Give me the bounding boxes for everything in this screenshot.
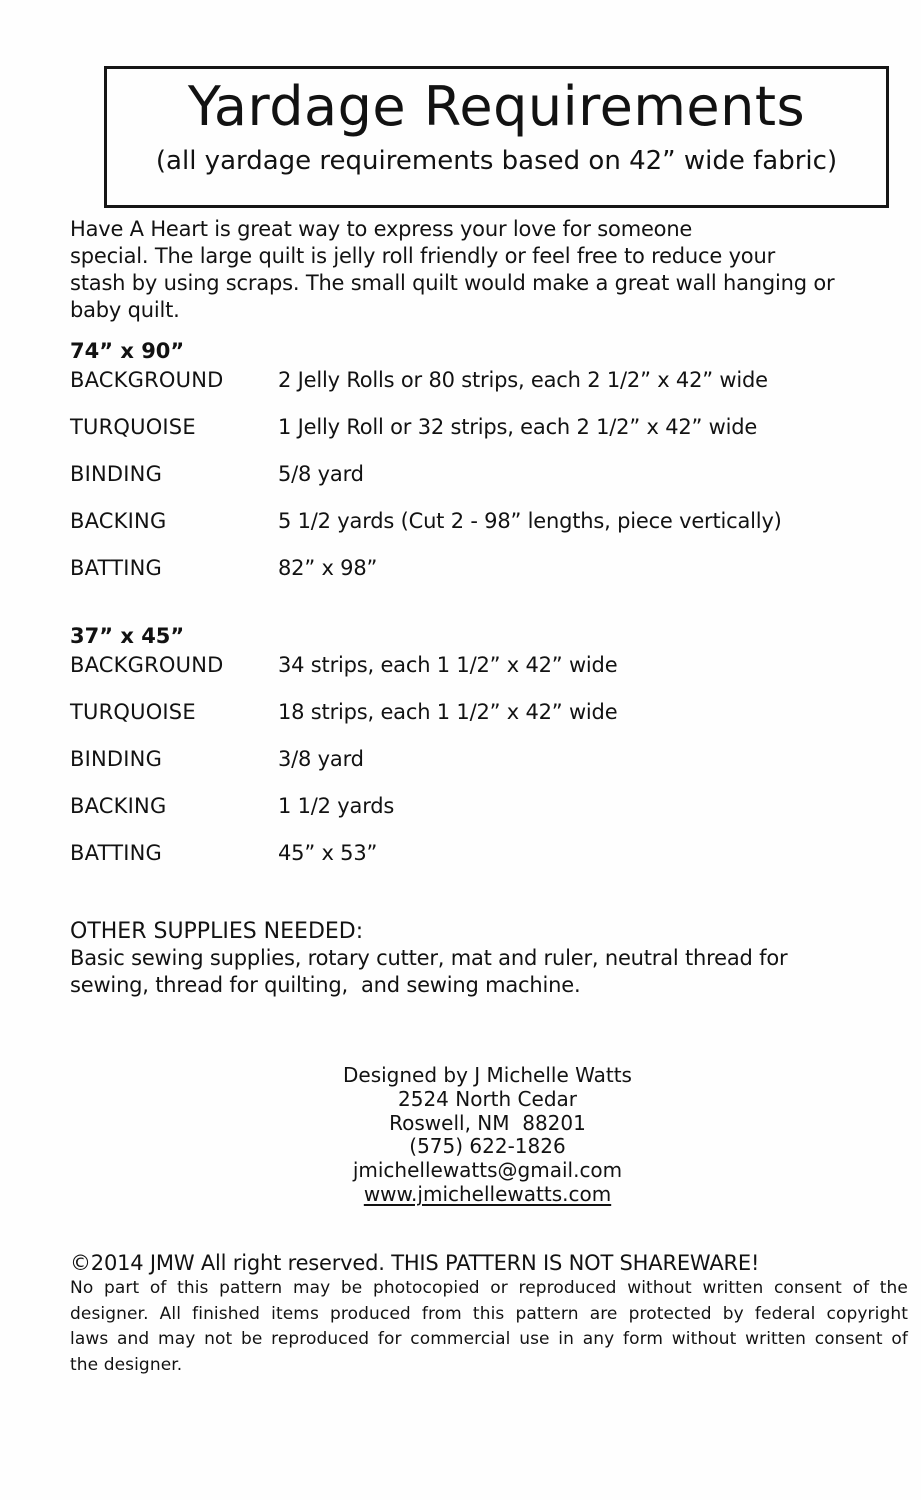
yardage-row-turquoise (70, 699, 915, 725)
row-value: 3/8 yard (278, 747, 364, 771)
row-label: BACKGROUND (70, 368, 224, 392)
section-heading-small-quilt: 37” x 45” (70, 624, 185, 648)
title-box (104, 66, 889, 208)
row-value: 2 Jelly Rolls or 80 strips, each 2 1/2” x 42” wide (278, 368, 768, 392)
section-large-quilt (70, 338, 915, 602)
row-value: 5 1/2 yards (Cut 2 - 98” lengths, piece vertically) (278, 509, 782, 533)
other-supplies (70, 918, 915, 999)
designer-address-line1: 2524 North Cedar (398, 1086, 577, 1111)
copyright-line: the designer. (70, 1354, 183, 1375)
intro-line: Have A Heart is great way to express your love for someone (70, 217, 693, 241)
row-value: 1 1/2 yards (278, 794, 395, 818)
row-label: BINDING (70, 747, 163, 771)
row-label: BACKING (70, 509, 167, 533)
other-supplies-heading: OTHER SUPPLIES NEEDED: (70, 919, 364, 944)
designer-phone: (575) 622-1826 (409, 1134, 566, 1159)
yardage-row-backing (70, 508, 915, 534)
row-label: TURQUOISE (70, 700, 196, 724)
copyright-notice (70, 1250, 908, 1378)
designer-credit-block (70, 1064, 905, 1207)
copyright-headline: ©2014 JMW All right reserved. THIS PATTERN IS NOT SHAREWARE! (70, 1251, 760, 1275)
designer-address-line2: Roswell, NM 88201 (389, 1110, 586, 1135)
intro-line: special. The large quilt is jelly roll friendly or feel free to reduce your (70, 244, 775, 268)
row-value: 18 strips, each 1 1/2” x 42” wide (278, 700, 618, 724)
website-link[interactable]: www.jmichellewatts.com (363, 1181, 612, 1206)
section-small-quilt (70, 623, 915, 887)
other-supplies-line: Basic sewing supplies, rotary cutter, mat and ruler, neutral thread for (70, 946, 788, 970)
yardage-row-binding (70, 746, 915, 772)
other-supplies-line: sewing, thread for quilting, and sewing machine. (70, 973, 581, 997)
row-value: 34 strips, each 1 1/2” x 42” wide (278, 653, 618, 677)
yardage-row-batting (70, 555, 915, 581)
yardage-row-binding (70, 461, 915, 487)
copyright-line: No part of this pattern may be photocopied or reproduced without written consent of the (70, 1278, 908, 1298)
row-label: BACKING (70, 794, 167, 818)
row-value: 45” x 53” (278, 841, 378, 865)
copyright-line: laws and may not be reproduced for commercial use in any form without written consent of (70, 1329, 908, 1349)
yardage-row-background (70, 652, 915, 678)
page-title: Yardage Requirements (187, 75, 806, 138)
intro-line: stash by using scraps. The small quilt would make a great wall hanging or (70, 271, 835, 295)
row-label: BATTING (70, 841, 163, 865)
row-value: 1 Jelly Roll or 32 strips, each 2 1/2” x 42” wide (278, 415, 758, 439)
intro-line: baby quilt. (70, 298, 180, 322)
section-heading-large-quilt: 74” x 90” (70, 339, 185, 363)
yardage-row-backing (70, 793, 915, 819)
yardage-row-batting (70, 840, 915, 866)
designer-email: jmichellewatts@gmail.com (352, 1158, 623, 1183)
row-label: TURQUOISE (70, 415, 196, 439)
page-subtitle: (all yardage requirements based on 42” wide fabric) (155, 145, 838, 176)
row-value: 82” x 98” (278, 556, 378, 580)
designer-credit: Designed by J Michelle Watts (343, 1063, 632, 1087)
copyright-line: designer. All finished items produced from this pattern are protected by federal copyright (70, 1303, 908, 1324)
row-label: BACKGROUND (70, 653, 224, 677)
intro-paragraph (70, 216, 915, 324)
yardage-row-turquoise (70, 414, 915, 440)
yardage-row-background (70, 367, 915, 393)
row-label: BATTING (70, 556, 163, 580)
row-label: BINDING (70, 462, 163, 486)
row-value: 5/8 yard (278, 462, 364, 486)
